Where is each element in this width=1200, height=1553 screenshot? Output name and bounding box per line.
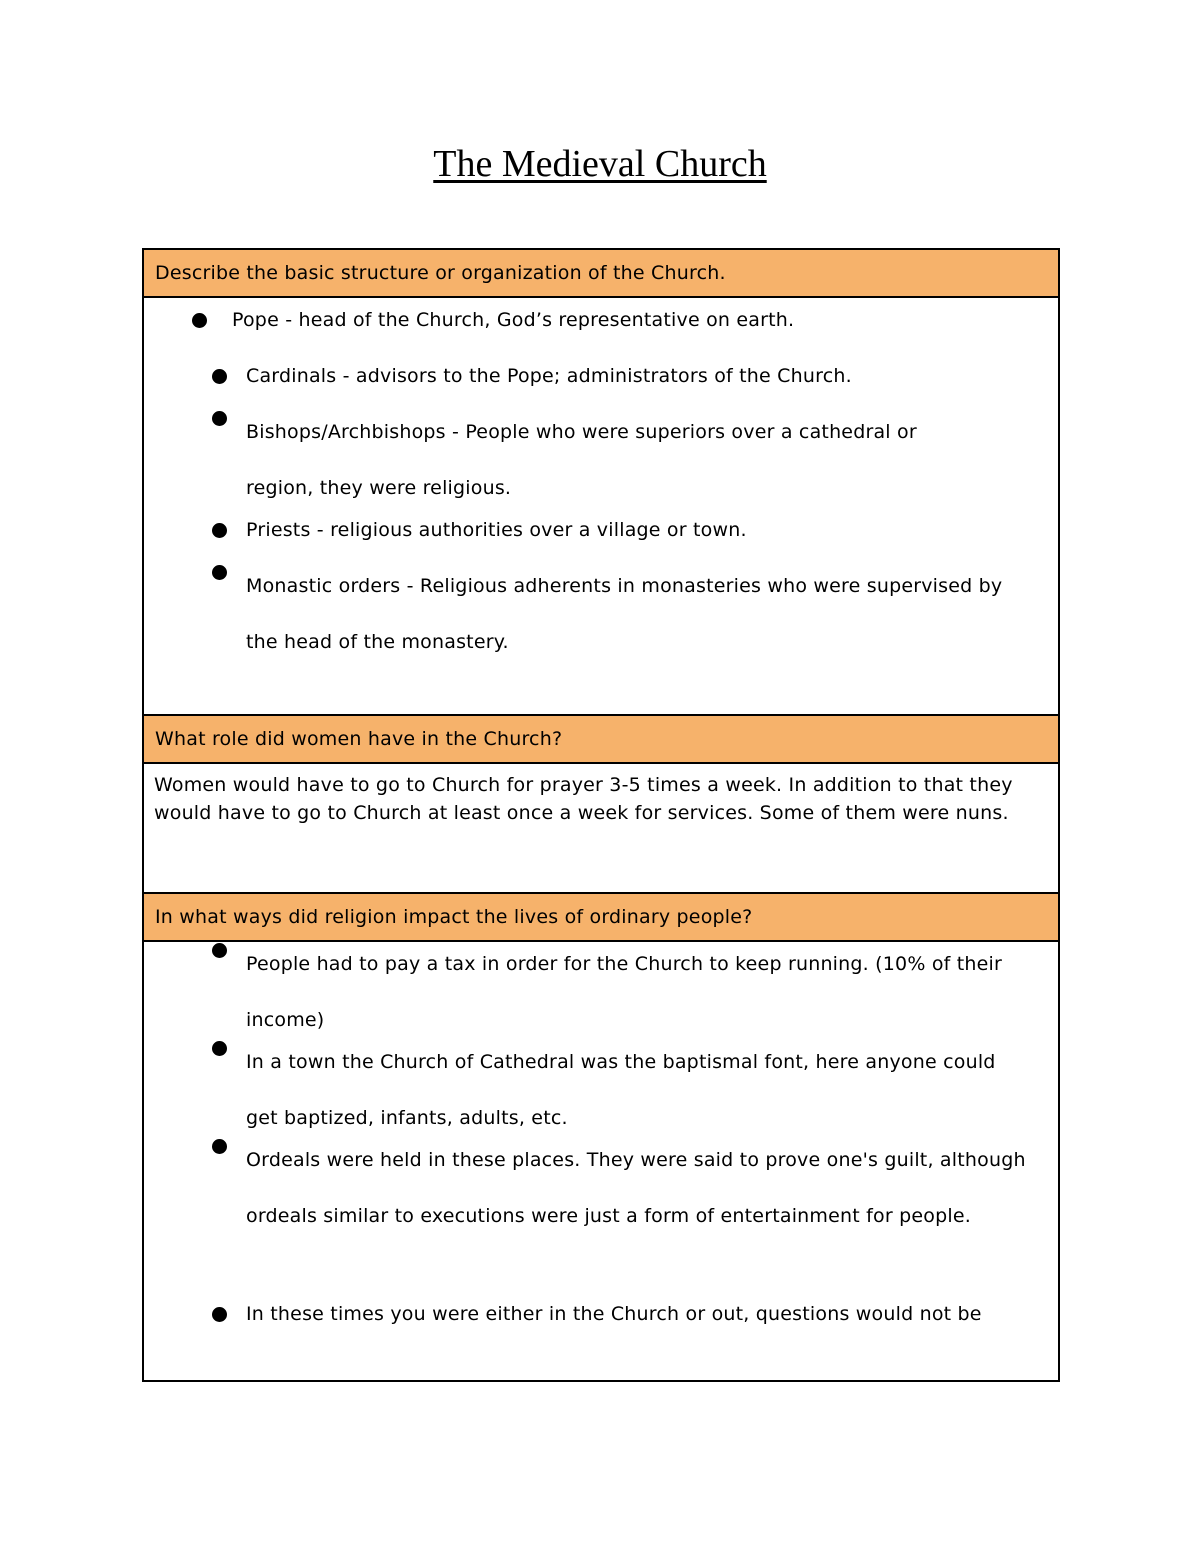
bullet-list — [144, 306, 1058, 670]
question-ordinary-people: In what ways did religion impact the lives of ordinary people? — [144, 894, 1058, 942]
bullet-icon — [212, 1307, 227, 1322]
answer-structure — [144, 298, 1058, 716]
bullet-icon — [212, 565, 227, 580]
bullet-icon — [212, 369, 227, 384]
list-item: Cardinals - advisors to the Pope; administrators of the Church. — [144, 362, 1058, 418]
bullet-icon — [192, 313, 207, 328]
bullet-icon — [212, 1041, 227, 1056]
question-women: What role did women have in the Church? — [144, 716, 1058, 764]
list-item: Bishops/Archbishops - People who were superiors over a cathedral or region, they were religious. — [144, 404, 1058, 516]
list-item: Monastic orders - Religious adherents in monasteries who were supervised by the head of the monastery. — [144, 558, 1058, 670]
list-item: In these times you were either in the Church or out, questions would not be — [144, 1300, 1058, 1356]
list-item: In a town the Church of Cathedral was the baptismal font, here anyone could get baptized, infants, adults, etc. — [144, 1034, 1058, 1146]
answer-women — [144, 764, 1058, 894]
list-item: Priests - religious authorities over a village or town. — [144, 516, 1058, 572]
page-title: The Medieval Church — [433, 143, 767, 185]
worksheet-table — [142, 248, 1060, 1382]
list-item: Ordeals were held in these places. They were said to prove one's guilt, although ordeals similar to executions were just a form of entertainment for people. — [144, 1132, 1058, 1300]
list-item: People had to pay a tax in order for the Church to keep running. (10% of their income) — [144, 942, 1058, 1048]
bullet-icon — [212, 1139, 227, 1154]
answer-text: Women would have to go to Church for prayer 3-5 times a week. In addition to that they would have to go to Church at least once a week for services. Some of them were nuns. — [154, 774, 1013, 824]
bullet-icon — [212, 943, 227, 958]
answer-ordinary-people — [144, 942, 1058, 1380]
bullet-icon — [212, 523, 227, 538]
list-item: Pope - head of the Church, God’s representative on earth. — [144, 306, 1058, 362]
question-structure: Describe the basic structure or organization of the Church. — [144, 250, 1058, 298]
bullet-icon — [212, 411, 227, 426]
bullet-list — [144, 942, 1058, 1356]
